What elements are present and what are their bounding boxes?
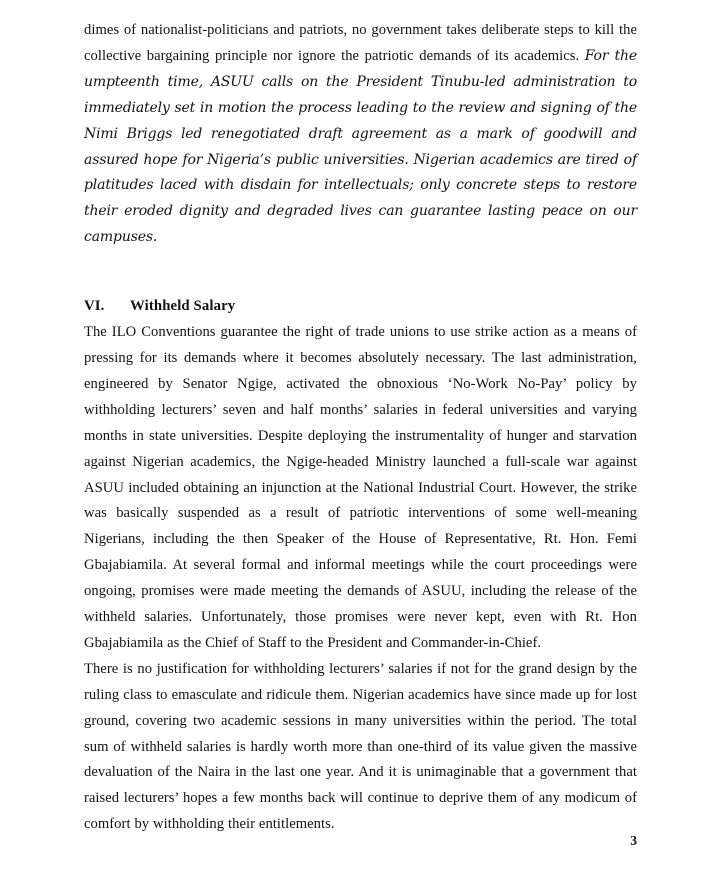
section-body-paragraph-1: The ILO Conventions guarantee the right of trade unions to use strike action as a means of pressing for its demands where it becomes absolutely necessary. The last administration, engineered by Senator Ngige, activated the obnoxious ‘No-Work No-Pay’ policy by withholding lecturers’ seven and half months’ salaries in federal universities and varying months in state universities. Despite deploying the instrumentality of hunger and starvation against Nigerian academics, the Ngige-headed Ministry launched a full-scale war against ASUU included obtaining an injunction at the National Industrial Court. However, the strike was basically suspended as a result of patriotic interventions of some well-meaning Nigerians, including the then Speaker of the House of Representative, Rt. Hon. Femi Gbajabiamila. At several formal and informal meetings while the court proceedings were ongoing, promises were made meeting the demands of ASUU, including the release of the withheld salaries. Unfortunately, those promises were never kept, even with Rt. Hon Gbajabiamila as the Chief of Staff to the President and Commander-in-Chief. bbox=[84, 324, 637, 651]
section-heading-withheld-salary bbox=[84, 294, 637, 320]
paragraph-italic-run: For the umpteenth time, ASUU calls on the President Tinubu-led administration to immediately set in motion the process leading to the review and signing of the Nimi Briggs led renegotiated draft agreement as a mark of goodwill and assured hope for Nigeria’s public universities. Nigerian academics are tired of platitudes laced with disdain for intellectuals; only concrete steps to restore their eroded dignity and degraded lives can guarantee lasting peace on our campuses. bbox=[84, 47, 637, 246]
page-number: 3 bbox=[630, 833, 637, 848]
section-title: Withheld Salary bbox=[130, 298, 236, 315]
page-content bbox=[84, 18, 637, 838]
section-spacer bbox=[84, 251, 637, 294]
paragraph-roman-run: dimes of nationalist-politicians and patriots, no government takes deliberate steps to kill the collective bargaining principle nor ignore the patriotic demands of its academics. bbox=[84, 22, 637, 64]
section-body-paragraph-2: There is no justification for withholding lecturers’ salaries if not for the grand design by the ruling class to emasculate and ridicule them. Nigerian academics have since made up for lost ground, covering two academic sessions in many universities within the period. The total sum of withheld salaries is hardly worth more than one-third of its value given the massive devaluation of the Naira in the last one year. And it is unimaginable that a government that raised lecturers’ hopes a few months back will continue to deprive them of any modicum of comfort by withholding their entitlements. bbox=[84, 660, 637, 833]
section-numeral: VI. bbox=[84, 298, 105, 315]
paragraph-continuation bbox=[84, 18, 637, 251]
